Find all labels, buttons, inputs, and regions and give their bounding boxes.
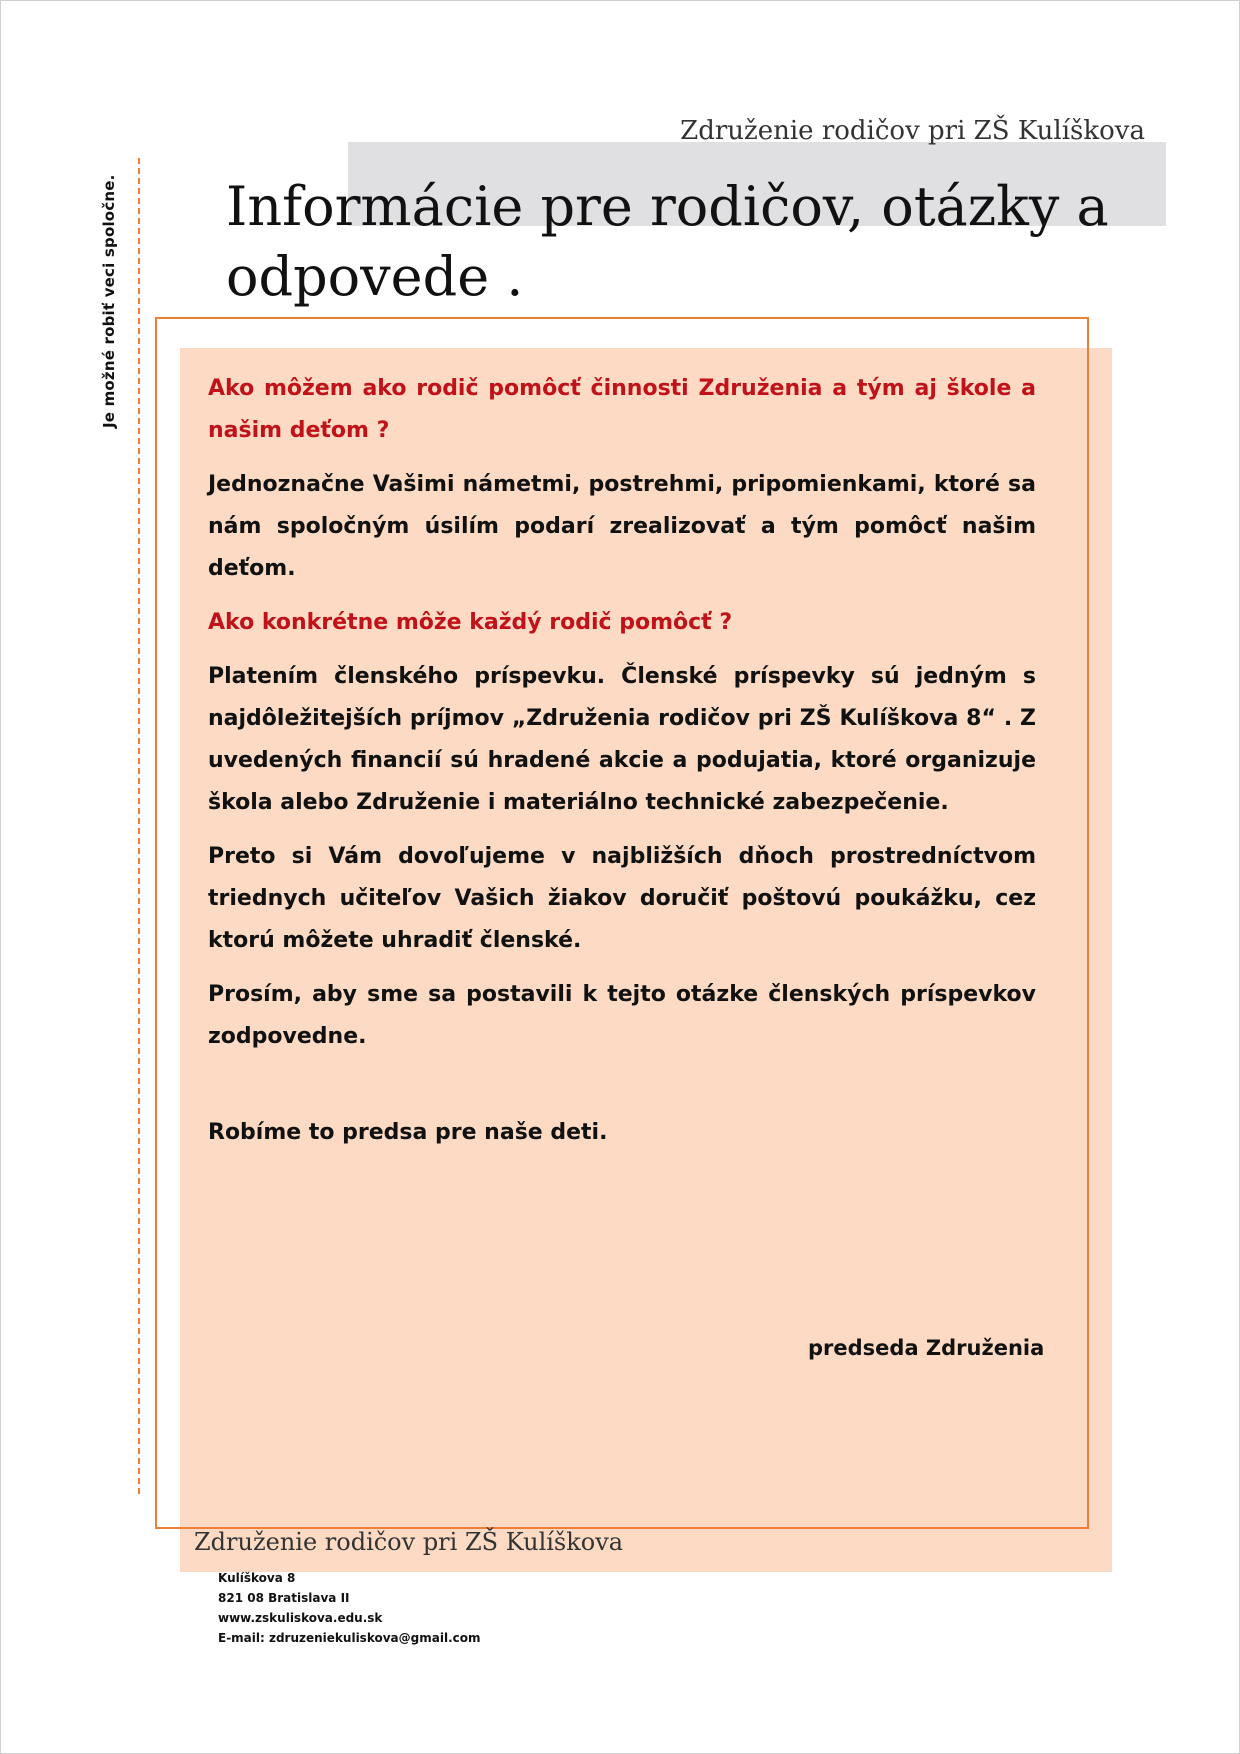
footer-organization: Združenie rodičov pri ZŠ Kulíškova xyxy=(194,1528,624,1556)
paragraph-3: Preto si Vám dovoľujeme v najbližších dňoch prostredníctvom triednych učiteľov Vašich žiakov doručiť poštovú poukážku, cez ktorú môžete uhradiť členské. xyxy=(208,844,1036,953)
qa-section xyxy=(208,368,1036,1166)
page-title: Informácie pre rodičov, otázky a odpovede . xyxy=(226,175,1109,308)
address-block xyxy=(218,1568,481,1648)
signature: predseda Združenia xyxy=(808,1336,1045,1360)
paragraph-4: Prosím, aby sme sa postavili k tejto otázke členských príspevkov zodpovedne. xyxy=(208,982,1036,1049)
header-organization: Združenie rodičov pri ZŠ Kulíškova xyxy=(680,116,1145,146)
answer-1: Jednoznačne Vašimi námetmi, postrehmi, pripomienkami, ktoré sa nám spoločným úsilím podarí zrealizovať a tým pomôcť našim deťom. xyxy=(208,472,1036,581)
address-city: 821 08 Bratislava II xyxy=(218,1591,350,1605)
sidebar-motto: Je možné robiť veci spoločne. xyxy=(100,174,118,428)
question-2: Ako konkrétne môže každý rodič pomôcť ? xyxy=(208,610,733,635)
address-web: www.zskuliskova.edu.sk xyxy=(218,1611,383,1625)
closing-line: Robíme to predsa pre naše deti. xyxy=(208,1120,608,1145)
answer-2: Platením členského príspevku. Členské príspevky sú jedným s najdôležitejších príjmov „Združenia rodičov pri ZŠ Kulíškova 8“ . Z uvedených financií sú hradené akcie a podujatia, ktoré organizuje škola alebo Združenie i materiálno technické zabezpečenie. xyxy=(208,664,1036,815)
side-dashed-line xyxy=(138,158,140,1494)
address-street: Kulíškova 8 xyxy=(218,1571,296,1585)
question-1: Ako môžem ako rodič pomôcť činnosti Združenia a tým aj škole a našim deťom ? xyxy=(208,376,1036,443)
address-email: E-mail: zdruzeniekuliskova@gmail.com xyxy=(218,1631,481,1645)
